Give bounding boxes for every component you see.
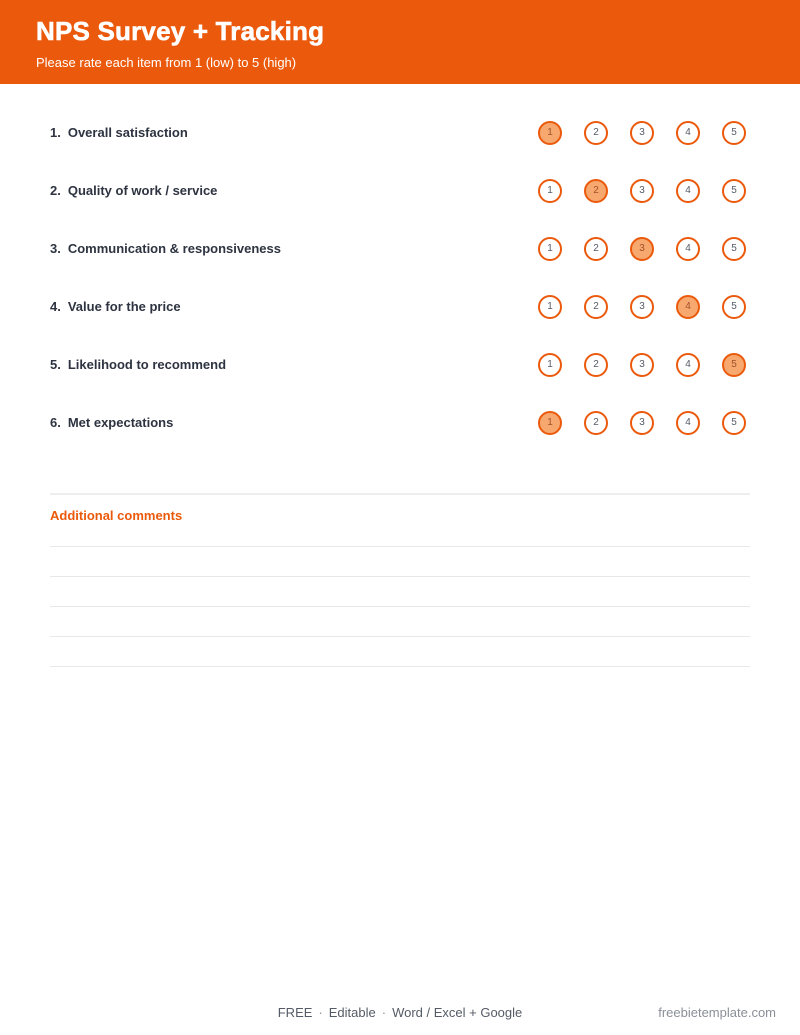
rating-option-2[interactable]: 2 (584, 121, 608, 145)
rating-option-4[interactable]: 4 (676, 353, 700, 377)
rating-option-3[interactable]: 3 (630, 179, 654, 203)
rating-option-5[interactable]: 5 (722, 237, 746, 261)
rating-option-2[interactable]: 2 (584, 411, 608, 435)
question-label (50, 241, 281, 256)
rating-option-3[interactable]: 3 (630, 237, 654, 261)
rating-option-2[interactable]: 2 (584, 353, 608, 377)
rating-option-5[interactable]: 5 (722, 411, 746, 435)
rating-option-1[interactable]: 1 (538, 295, 562, 319)
rating-option-2[interactable]: 2 (584, 295, 608, 319)
rating-option-1[interactable]: 1 (538, 353, 562, 377)
question-row (50, 336, 750, 394)
page-title: NPS Survey + Tracking (36, 16, 325, 46)
rating-option-3[interactable]: 3 (630, 353, 654, 377)
rating-option-2[interactable]: 2 (584, 237, 608, 261)
rating-option-4[interactable]: 4 (676, 295, 700, 319)
page-subtitle: Please rate each item from 1 (low) to 5 (high) (36, 55, 297, 70)
question-row (50, 104, 750, 162)
rating-option-5[interactable]: 5 (722, 121, 746, 145)
header-banner (0, 0, 800, 84)
footer-tag-free: FREE (277, 1005, 313, 1020)
question-text: Met expectations (67, 415, 174, 430)
footer-tag-editable: Editable (328, 1005, 376, 1020)
question-number: 2. (50, 183, 61, 198)
comments-heading: Additional comments (50, 508, 183, 523)
question-text: Likelihood to recommend (67, 357, 227, 372)
comment-line-4[interactable] (50, 636, 750, 637)
question-row (50, 394, 750, 452)
footer-tag-formats: Word / Excel + Google (392, 1005, 523, 1020)
question-label (50, 125, 188, 140)
rating-option-3[interactable]: 3 (630, 121, 654, 145)
comment-line-2[interactable] (50, 576, 750, 577)
comment-line-5[interactable] (50, 666, 750, 667)
rating-option-1[interactable]: 1 (538, 237, 562, 261)
rating-option-4[interactable]: 4 (676, 237, 700, 261)
question-text: Value for the price (67, 299, 181, 314)
rating-option-3[interactable]: 3 (630, 411, 654, 435)
section-divider (50, 493, 750, 495)
footer-separator: · (318, 1005, 323, 1020)
footer-site: freebietemplate.com (658, 1005, 776, 1020)
footer-separator: · (381, 1005, 387, 1020)
rating-option-1[interactable]: 1 (538, 179, 562, 203)
question-number: 3. (50, 241, 61, 256)
rating-option-2[interactable]: 2 (584, 179, 608, 203)
rating-option-5[interactable]: 5 (722, 179, 746, 203)
rating-option-4[interactable]: 4 (676, 411, 700, 435)
rating-option-4[interactable]: 4 (676, 121, 700, 145)
rating-option-4[interactable]: 4 (676, 179, 700, 203)
question-label (50, 415, 173, 430)
question-text: Overall satisfaction (67, 125, 188, 140)
question-label (50, 357, 226, 372)
question-number: 5. (50, 357, 61, 372)
question-number: 1. (50, 125, 61, 140)
comment-line-1[interactable] (50, 546, 750, 547)
question-row (50, 162, 750, 220)
rating-option-1[interactable]: 1 (538, 411, 562, 435)
rating-option-1[interactable]: 1 (538, 121, 562, 145)
rating-option-5[interactable]: 5 (722, 353, 746, 377)
question-text: Quality of work / service (67, 183, 218, 198)
question-number: 6. (50, 415, 61, 430)
question-label (50, 183, 217, 198)
comment-line-3[interactable] (50, 606, 750, 607)
question-number: 4. (50, 299, 61, 314)
rating-option-5[interactable]: 5 (722, 295, 746, 319)
rating-option-3[interactable]: 3 (630, 295, 654, 319)
question-list (50, 104, 750, 452)
question-label (50, 299, 181, 314)
question-text: Communication & responsiveness (67, 241, 281, 256)
question-row (50, 220, 750, 278)
question-row (50, 278, 750, 336)
